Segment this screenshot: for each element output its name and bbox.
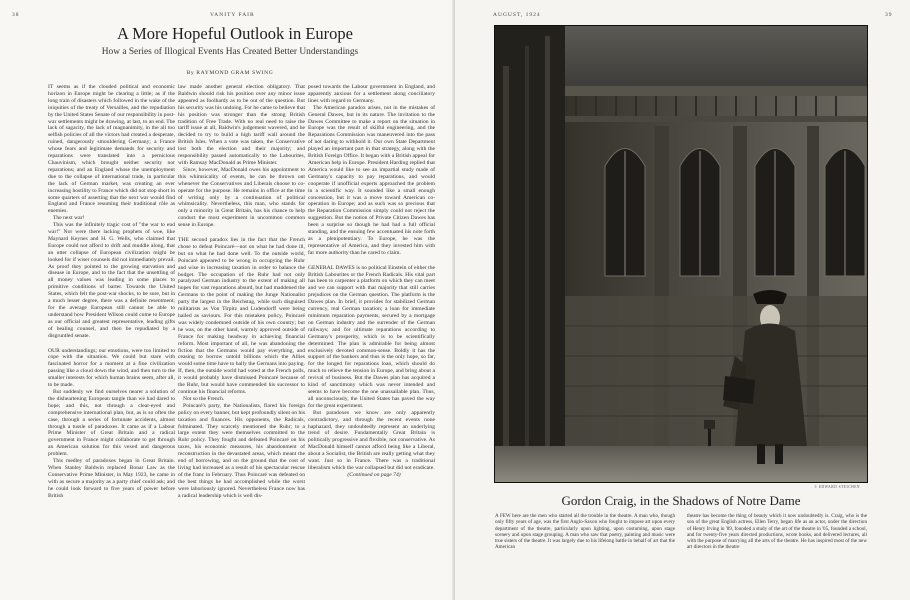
paragraph: This medley of paradoxes began in Great Britain. When Stanley Baldwin replaced Bonar Law as the Conservative Prime Minister, in May 1923, he came in with as secure a majority as a party chief could ask; and he could look forward to five years of power before British xyxy=(48,458,175,499)
paragraph: Since, however, MacDonald owes his appointment to this whimsicality of events, he can be thrown out whenever the Conservatives and Liberals choose to co-operate for the purpose. He remains in office at the time of writing only by a continuation of political whimsicality. Nevertheless, this man, who stands for only a minority in Great Britain, has his chance to help conduct the most experiment in uncommon common sense in Europe. xyxy=(178,166,305,229)
paragraph: The American paradox arises, not in the mistakes of General Dawes, but in its nature. The invitation to the Dawes Committee to make a report on the situation in Europe was the result of skilful engineering, and the Reparations Commission was maneuvered into the pass of not daring to withhold it. Our own State Department played an important part in that strategy, along with the British Foreign Office. It began with a British appeal for American help in Europe. President Harding replied that America would like to see an impartial study made of Germany's capacity to pay reparations, and would cooperate if unofficial experts approached the problem in a scientific way. It sounded like a small enough concession, but it was a move toward American co-operation in Europe; and as such was so precious that the Reparation Commission simply could not reject the suggestion. But the notion of Private Citizen Dawes has been a surprise so though he had had a full official standing, and the ensuing few accentuated his note forth as a plenipotentiary. To Europe, he was the representative of America, and they invested him with far more authority than he cared to claim. xyxy=(308,104,435,256)
page-number-left: 38 xyxy=(12,12,20,18)
page-number-right: 39 xyxy=(885,12,893,18)
article-title: A More Hopeful Outlook in Europe xyxy=(116,24,353,43)
caption-text-column-1 xyxy=(495,513,675,551)
paragraph: But suddenly we find ourselves nearer a solution of the disheartening European tangle than we had dared to hope; and this, not through a clear-eyed and comprehensive international plan, but, as is so often the case, through a series of fortunate accidents, almost through a tussle of paradoxes. It came as if a Labour Prime Minister of Great Britain and a radical government in France might collaborate to get through an American solution for this vexed and dangerous problem. xyxy=(48,388,175,458)
photo-credit: © EDWARD STEICHEN xyxy=(814,485,860,489)
running-head-magazine: VANITY FAIR xyxy=(210,12,255,18)
paragraph: law made another general election obligatory. That Baldwin should risk his position over any minor issue appeared as foolhardy as to be out of the question. But his security was his undoing. For he came to believe that his position was stronger than the strong British tradition of Free Trade. With no real need to raise the tariff issue at all, Baldwin's judgement wavered, and he decided to try to build a high tariff wall around the British Isles. When a vote was taken, the Conservative lost both the election and their majority; and responsibility passed automatically to the Labourites, with Ramsay MacDonald as Prime Minister. xyxy=(178,84,305,166)
paragraph: posed towards the Labour government in England, and apparently anxious for a settlement along conciliatory lines with regard to Germany. xyxy=(308,84,435,104)
text-column-3 xyxy=(308,84,435,479)
paragraph: OUR understandings; our emotions, were too limited to cope with the situation. We could but stare with fascinated horror for a moment at a fine civilization passing like a cloud down the wind, and then turn to the smaller interests for which human brains seem, after all, to be made. xyxy=(48,347,175,389)
paragraph: But paradoxes we know are only apparently contradictory, and through the recent events none haphazard, they undoubtedly represent an underlying trend of desire. Fundamentally Great Britain is politically progressive and flexible, not conservative. As MacDonald himself cannot afford being like a Liberal, about a Socialist, the British are really getting what they want. Just so in France. There was a traditional liberalism which the war collapsed but did not eradicate. xyxy=(308,409,435,471)
photo-illustration xyxy=(495,26,867,482)
paragraph: This was the infinitely tragic cost of "the war to end war!" Nor were there lacking prophets of woe, like Maynard Keynes and H. G. Wells, who claimed that Europe could not afford to drift and muddle along, that an utter collapse of European civilization might be looked for if wiser counsels did not immediately prevail. As proof they pointed to the growing starvation and disease in Europe, and to the fact that the unsettling of all money values was leading in some places to primitive conditions of barter. Towards the United States, which felt the post-war shocks, to be sure, but in a much lesser degree, there was a definite resentment; for the average European still cannot be able to understand how President Wilson could come to Europe as our official and greatest representative, leading gifts of healing counsel, and then be repudiated by a disgruntled senate. xyxy=(48,222,175,339)
right-page xyxy=(455,0,910,600)
paragraph: Not so the French. xyxy=(183,395,225,402)
caption-paragraph: theatre has become the thing of beauty which it now undoubtedly is. Craig, who is the son of the great English actress, Ellen Terry, began life as an actor, under the direction of Henry Irving in '89, founded a study of the art of the theatre in '05, founded a school, and for twenty-five years directed productions, wrote books, and delivered lectures, all with the purpose of marrying all the arts of the theatre. He has inspired most of the new art directors in the theatre xyxy=(687,513,867,551)
paragraph: THE second paradox lies in the fact that the French chose to defeat Poincaré—not on what he had done ill, but on what he had done well. To the outside world, Poincaré appeared to be wrong in occupying the Ruhr and wise in increasing taxation in order to balance the budget. The occupation of the Ruhr had not only paralyzed German industry to the extent of making all hopes for vast reparations absurd, but had maddened the Germans to the point of making the Junge Nationalist party the largest in the Reichstag, while such disguised militarists as Von Tirpitz and Ludendorff were being hailed as saviours. For this mistaken policy, Poincaré was widely condemned outside of his own country; but he was, on the other hand, warmly approved outside of France for making headway in achieving financial reform. Most important of all, he was abandoning the fiction that the Germans would pay everything, and ceasing to borrow untold billions which the Allies would some time have to bally the Germans into paying. If, then, the outside world had voted at the French polls, it would probably have dismissed Poincaré because of the Ruhr, but would have commended his successor to continue his financial reforms. xyxy=(178,237,305,395)
running-head-date: AUGUST, 1924 xyxy=(493,12,541,18)
photo-caption: Gordon Craig, in the Shadows of Notre Dame xyxy=(561,493,801,508)
continued-note: (Continued on page 74) xyxy=(347,471,401,478)
paragraph: IT seems as if the clouded political and economic horizon in Europe might be clearing a little; as if the long train of disasters which followed in the wake of the iniquities of the treaty of Versailles, and the repudiation by the United States Senate of our responsibility in post-war settlements might be drawing, at last, to an end. The lack of sagacity, the lack of magnanimity, in the all too selfish policies of all the victors had created a desperate, ruined, dangerously smouldering Germany; a France whose fears and legitimate demands for security and reparations were translated into a pernicious Chauvinism, which brought neither security nor reparations; and an England whose the unemployment due to the collapse of international trade, in particular the lack of German market, was creating an ever increasing hostility to France which did not stop short in some quarters of asserting that the next war would find England and France resuming their traditional rôle as enemies. xyxy=(48,84,175,215)
caption-text-column-2 xyxy=(687,513,867,551)
article-subtitle: How a Series of Illogical Events Has Created Better Understandings xyxy=(101,47,359,57)
text-column-2 xyxy=(178,84,305,499)
paragraph: GENERAL DAWES is no political Einstein of either the British Labourites or the French Radicals. His vital part has been to carpenter a platform on which they can meet and we can support with that majority that still carries prejudices on the German question. The platform is the Dawes plan. In brief, it provides for stabilized German currency, real German taxation; a loan for immediate minimum reparation payments, secured by a mortgage on German industry and the surrender of the German railways; and for ultimate reparations according to Germany's prosperity, which is to be scientifically determined. The plan is admirable for being almost exclusively devoted common-sense. Boldly it has the support of the bankers and thus is the only hope, so far, for the longed for reparations loan, which should do much to relieve the tension in Europe, and bring about a revival of business. But the Dawes plan has acquired a kind of sanctimony which was never intended and seems to have become the one unassailable plan. Thus, all unconsciously, the United States has paved the way for the great experiment. xyxy=(308,264,435,409)
byline: By RAYMOND GRAM SWING xyxy=(186,70,274,76)
paragraph: The next war! xyxy=(53,215,85,222)
photograph-gordon-craig-notre-dame xyxy=(495,26,867,482)
paragraph: Poincaré's party, the Nationalists, flared his foreign policy on every banner, but kept profoundly silent on his taxation and finances. His opponents, the Radicals, fulminated. They scarcely mentioned the Ruhr; to a large extent they were themselves committed to the Ruhr policy. They fought and defeated Poincaré on his taxes, his economic measures, his abandonment of reconstruction in the devastated areas, which meant the end of borrowing, and on the ground that the cost of living had increased as a result of his spectacular rescue of the franc in February. Thus Poincaré was defeated on the best things he had accomplished while the worst were laboriously ignored. Nevertheless France now has a radical leadership which is well dis- xyxy=(178,402,305,499)
text-column-1 xyxy=(48,84,175,499)
caption-paragraph: A FEW here are the men who started all the trouble in the theatre. A man who, though only fifty years of age, was the first Anglo-Saxon who fought to impose art upon every department of the theatre, particularly upon lighting, upon costuming, upon stage scenery and upon stage grouping. A man who saw that poetry, painting and music were true sisters of the theatre. It was largely due to his lifelong battle in behalf of art that the American xyxy=(495,513,675,551)
